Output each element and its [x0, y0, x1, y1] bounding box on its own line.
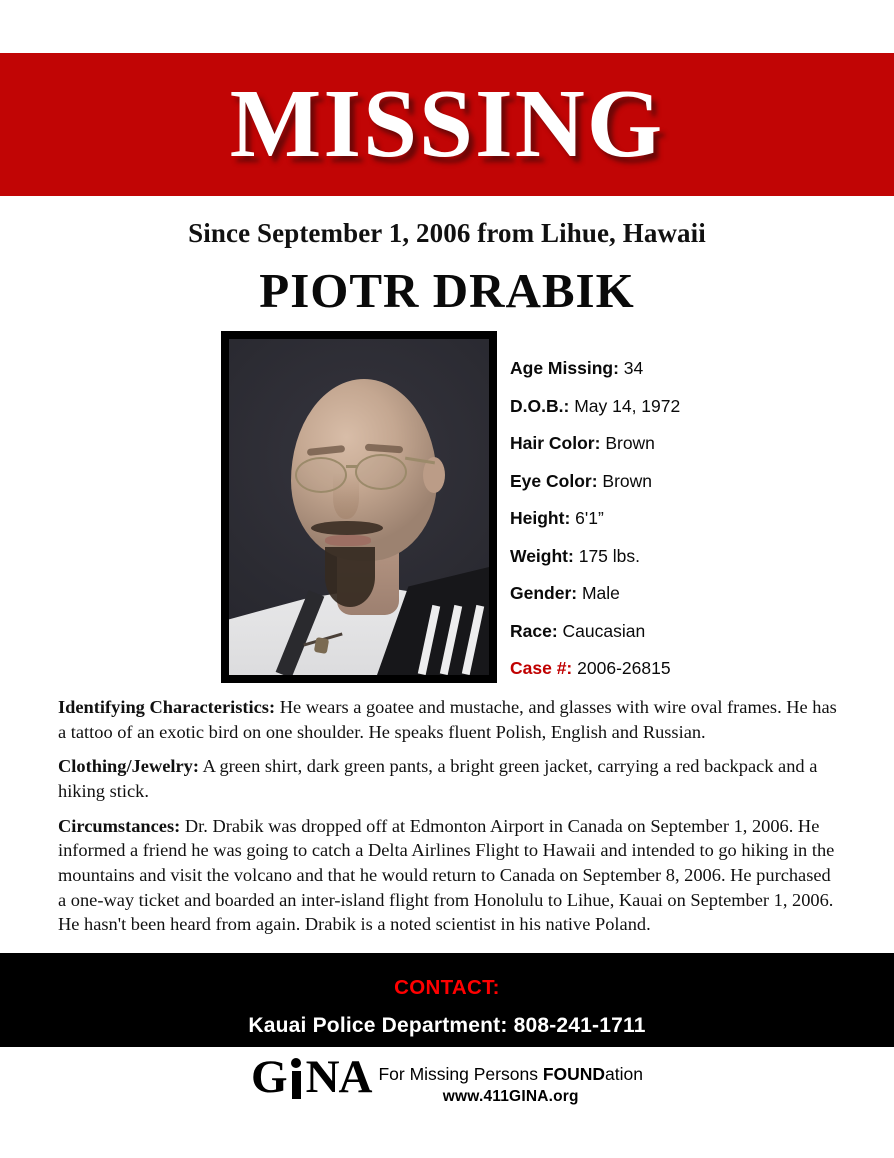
detail-value: May 14, 1972: [574, 395, 681, 416]
paragraph-text: He wears a goatee and mustache, and glasses with wire oval frames. He has a tattoo of an exotic bird on one shoulder. He speaks fluent Polish, English and Russian.: [58, 697, 837, 742]
paragraph-label: Clothing/Jewelry:: [58, 756, 199, 777]
photo-lips: [325, 535, 371, 546]
person-figure-icon: [288, 1057, 305, 1099]
detail-label: Height:: [510, 508, 571, 528]
detail-value: Male: [581, 583, 620, 603]
gina-letters-na: NA: [305, 1051, 372, 1103]
photo-eyeglass-left: [295, 457, 347, 493]
detail-row: [510, 546, 890, 567]
detail-label: Race:: [510, 620, 558, 641]
paragraph-label: Identifying Characteristics:: [58, 697, 276, 717]
gina-tagline: [378, 1064, 643, 1085]
paragraph-text: A green shirt, dark green pants, a bright green jacket, carrying a red backpack and a hiking stick.: [58, 756, 818, 801]
detail-value: Caucasian: [562, 620, 646, 641]
detail-row: [510, 396, 890, 417]
case-number-value: 2006-26815: [577, 658, 671, 678]
missing-title: MISSING: [229, 70, 665, 177]
detail-value: 175 lbs.: [578, 545, 641, 566]
identifying-characteristics-paragraph: [58, 695, 839, 744]
photo-goatee: [325, 547, 375, 607]
detail-row: [510, 508, 890, 529]
person-figure-head: [291, 1058, 301, 1068]
paragraph-text: Dr. Drabik was dropped off at Edmonton Airport in Canada on September 1, 2006. He informed a friend he was going to catch a Delta Airlines Flight to Hawaii and intended to go hiking in the mountains and visit the volcano and that he would return to Canada on September 8, 2006. He purchased a one-way ticket and boarded an inter-island flight from Honolulu to Lihue, Kauai on September 1, 2006. He hasn't been heard from again. Drabik is a noted scientist in his native Poland.: [58, 815, 835, 935]
detail-label: D.O.B.:: [510, 395, 570, 416]
detail-row: [510, 621, 890, 642]
contact-phone-line[interactable]: Kauai Police Department: 808-241-1711: [248, 1014, 646, 1037]
narrative-section: [0, 695, 894, 937]
detail-value: 6'1”: [575, 508, 604, 528]
person-figure-body: [292, 1071, 301, 1099]
person-name: PIOTR DRABIK: [259, 263, 635, 318]
tagline-part-bold: FOUND: [542, 1064, 606, 1084]
photo-frame: [221, 331, 497, 683]
since-line: Since September 1, 2006 from Lihue, Hawaii: [188, 218, 706, 248]
tagline-part-1: For Missing Persons: [378, 1064, 543, 1084]
photo-eyeglass-bridge: [346, 465, 358, 468]
detail-row: [510, 358, 890, 379]
footer: [0, 1051, 894, 1106]
detail-row: [510, 433, 890, 454]
gina-website-url[interactable]: www.411GINA.org: [442, 1088, 579, 1105]
detail-row: [510, 583, 890, 604]
top-margin: [0, 0, 894, 53]
case-number-label: Case #:: [510, 658, 573, 678]
missing-person-photo: [229, 339, 489, 675]
gina-logo: [251, 1051, 643, 1106]
detail-row-case-number: [510, 658, 890, 679]
detail-value: 34: [623, 358, 644, 378]
detail-label: Weight:: [510, 545, 574, 566]
gina-tagline-block: [378, 1055, 643, 1106]
gina-wordmark: [251, 1051, 372, 1103]
detail-label: Hair Color:: [510, 433, 601, 453]
profile-row: [0, 331, 894, 687]
missing-banner: [0, 53, 894, 196]
tagline-part-2: ation: [605, 1064, 643, 1084]
detail-label: Age Missing:: [510, 358, 619, 378]
contact-bar: [0, 953, 894, 1047]
detail-label: Eye Color:: [510, 470, 598, 491]
detail-value: Brown: [602, 470, 653, 491]
clothing-jewelry-paragraph: [58, 754, 839, 803]
photo-pendant: [314, 637, 329, 654]
gina-letter-g: G: [251, 1051, 287, 1103]
photo-mustache: [311, 521, 383, 535]
detail-label: Gender:: [510, 583, 578, 603]
contact-heading: CONTACT:: [394, 976, 500, 999]
detail-value: Brown: [605, 433, 655, 453]
circumstances-paragraph: [58, 814, 839, 937]
photo-eyeglass-right: [355, 454, 407, 490]
paragraph-label: Circumstances:: [58, 815, 181, 836]
details-list: [510, 358, 890, 696]
detail-row: [510, 471, 890, 492]
